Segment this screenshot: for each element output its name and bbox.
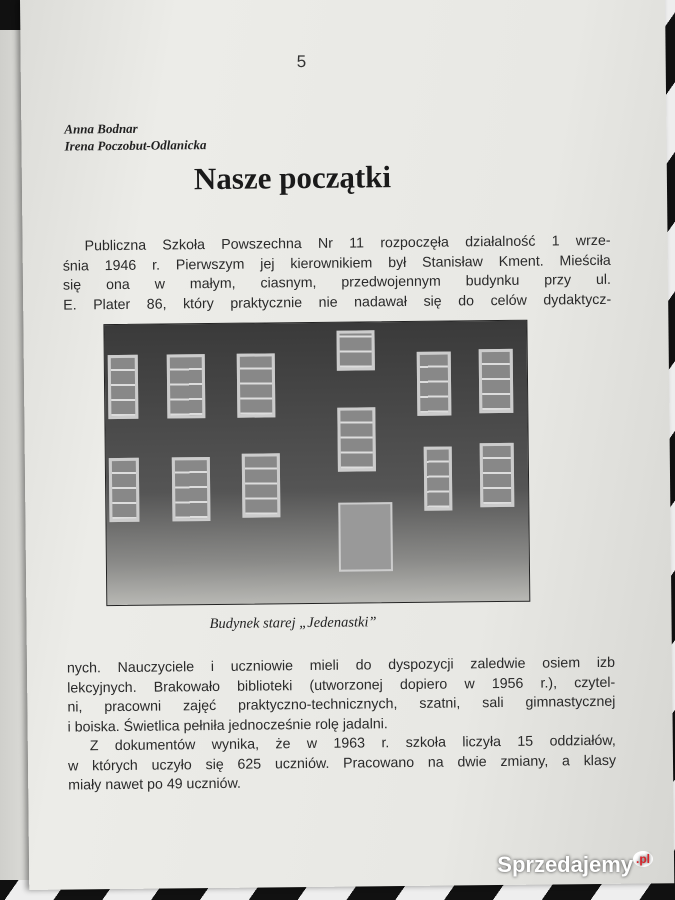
text-line: się ona w małym, ciasnym, przedwojennym budynku przy ul. <box>62 271 612 294</box>
text-line: w których uczyło się 625 uczniów. Pracowano na dwie zmiany, a klasy <box>67 752 617 775</box>
text-line: i boiska. Świetlica pełniła jednocześnie rolę jadalni. <box>67 715 388 736</box>
text-line: lekcyjnych. Brakowało biblioteki (utworzonej dopiero w 1956 r.), czytel- <box>67 674 616 697</box>
watermark-logo <box>497 852 653 878</box>
text-line: E. Plater 86, który praktycznie nie nadawał się do celów dydaktycz- <box>63 291 612 314</box>
building-photo <box>103 320 530 606</box>
text-line: Publiczna Szkoła Powszechna Nr 11 rozpoczęła działalność 1 wrze- <box>84 232 611 255</box>
text-line: nych. Nauczyciele i uczniowie mieli do dyspozycji zaledwie osiem izb <box>66 654 616 677</box>
photo-caption: Budynek starej „Jedenastki” <box>209 614 377 633</box>
text-line: Z dokumentów wynika, że w 1963 r. szkoła liczyła 15 oddziałów, <box>89 732 616 755</box>
page-number: 5 <box>296 52 307 72</box>
article-title: Nasze początki <box>193 159 392 197</box>
book-page <box>20 0 674 890</box>
text-line: ni, pracowni zajęć praktyczno-technicznych, szatni, sali gimnastycznej <box>67 693 616 716</box>
watermark-text: Sprzedajemy <box>497 852 633 877</box>
paragraph-1 <box>62 232 611 316</box>
watermark-suffix: .pl <box>633 851 653 867</box>
paragraph-2 <box>67 654 616 796</box>
authors <box>64 119 206 154</box>
text-line: śnia 1946 r. Pierwszym jej kierownikiem był Stanisław Kment. Mieściła <box>62 252 611 275</box>
author: Irena Poczobut-Odlanicka <box>64 137 207 154</box>
author: Anna Bodnar <box>64 120 138 137</box>
text-line: miały nawet po 49 uczniów. <box>68 775 242 794</box>
